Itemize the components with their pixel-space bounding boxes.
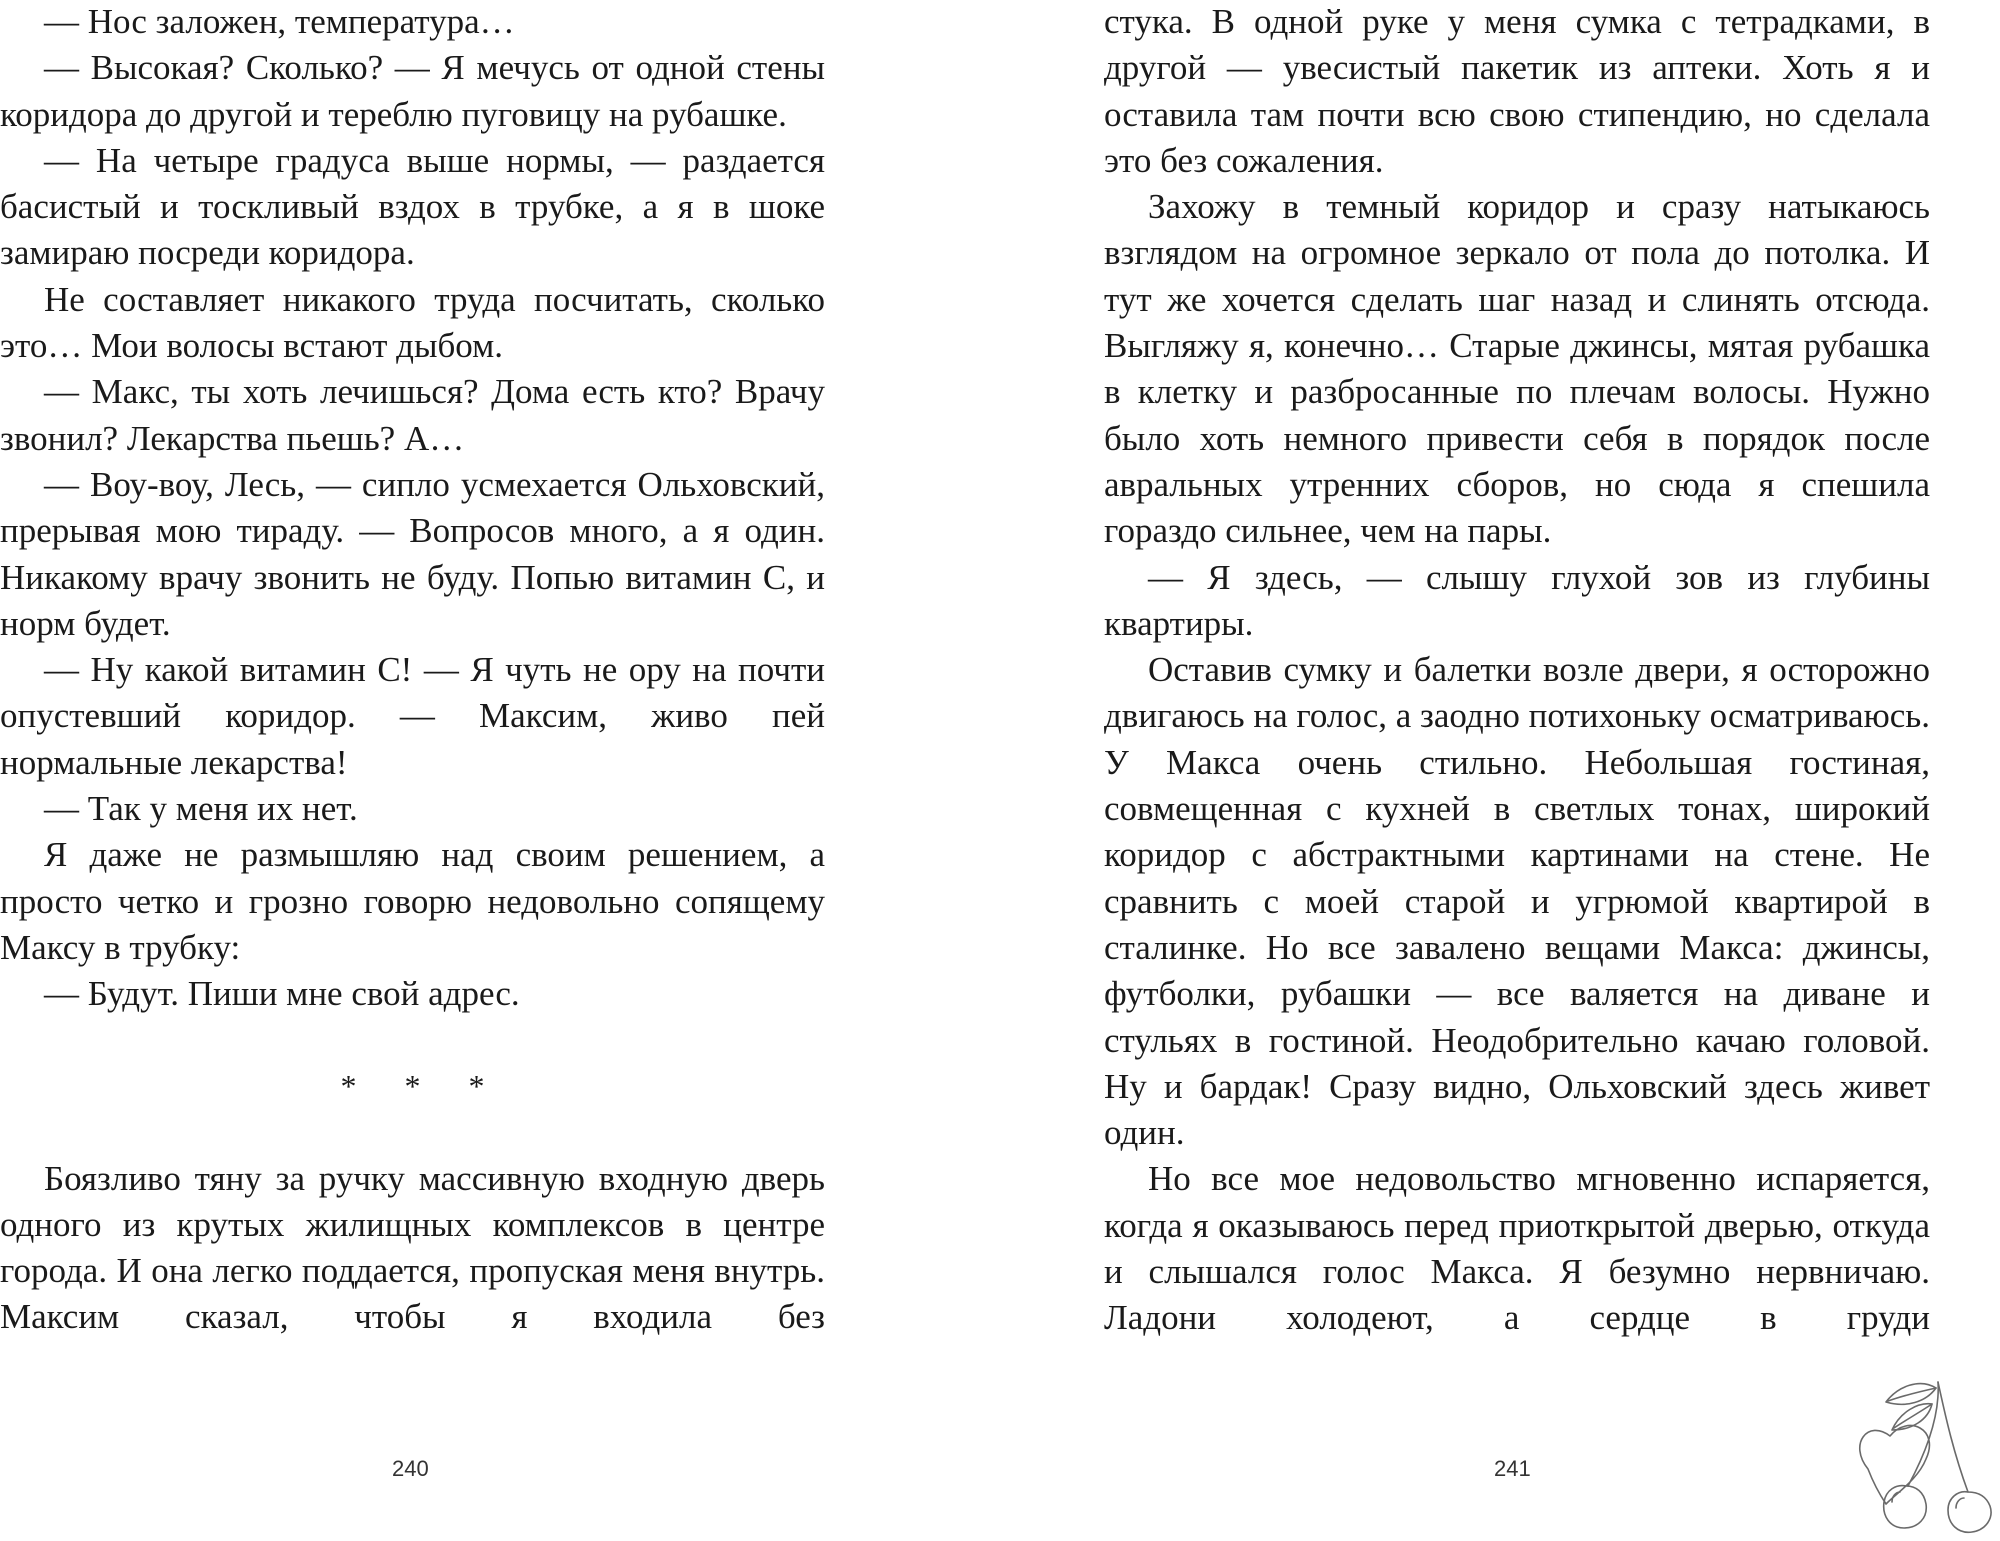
page-number: 241 <box>1494 1456 1531 1481</box>
paragraph: Захожу в темный коридор и сразу натыкаюсь взглядом на огромное зеркало от пола до потолка. И тут же хочется сделать шаг назад и слинять отсюда. Выгляжу я, конечно… Старые джинсы, мятая рубашка в клетку и разбросанные по плечам волосы. Нужно было хоть немного привести себя в порядок после авральных утренних сборов, но сюда я спешила гораздо сильнее, чем на пары. <box>1104 187 1930 551</box>
right-page <box>1104 0 1930 1541</box>
paragraph: — Воу-воу, Лесь, — сипло усмехается Ольховский, прерывая мою тираду. — Вопросов много, а я один. Никакому врачу звонить не буду. Попью витамин С, и норм будет. <box>0 464 825 643</box>
cherry-heart-icon <box>1828 1374 2000 1541</box>
paragraph: — Так у меня их нет. <box>44 789 358 829</box>
paragraph: — Нос заложен, температура… <box>44 2 515 41</box>
paragraph: Но все мое недовольство мгновенно испаряется, когда я оказываюсь перед приоткрытой дверью, откуда и слышался голос Макса. Я безумно нервничаю. Ладони холодеют, а сердце в груди <box>1104 1159 1930 1338</box>
paragraph: — Я здесь, — слышу глухой зов из глубины квартиры. <box>1104 557 1930 643</box>
paragraph: — Макс, ты хоть лечишься? Дома есть кто? Врачу звонил? Лекарства пьешь? А… <box>0 372 825 458</box>
page-number: 240 <box>392 1456 429 1481</box>
left-page <box>0 0 825 1541</box>
paragraph: стука. В одной руке у меня сумка с тетрадками, в другой — увесистый пакетик из аптеки. Хоть я и оставила там почти всю свою стипендию, но сделала это без сожаления. <box>1104 2 1930 180</box>
paragraph: — Ну какой витамин С! — Я чуть не ору на почти опустевший коридор. — Максим, живо пей нормальные лекарства! <box>0 650 825 782</box>
paragraph: — На четыре градуса выше нормы, — раздается басистый и тоскливый вздох в трубке, а я в шоке замираю посреди коридора. <box>0 140 825 273</box>
paragraph: — Будут. Пиши мне свой адрес. <box>44 974 520 1014</box>
paragraph: Боязливо тяну за ручку массивную входную дверь одного из крутых жилищных комплексов в центре города. И она легко поддается, пропуская меня внутрь. Максим сказал, чтобы я входила без <box>0 1158 825 1337</box>
right-page-text <box>1104 0 1930 1342</box>
paragraph: Я даже не размышляю над своим решением, а просто четко и грозно говорю недовольно сопящему Максу в трубку: <box>0 835 825 967</box>
paragraph: Оставив сумку и балетки возле двери, я осторожно двигаюсь на голос, а заодно потихоньку осматриваюсь. У Макса очень стильно. Небольшая гостиная, совмещенная с кухней в светлых тонах, широкий коридор с абстрактными картинами на стене. Не сравнить с моей старой и угрюмой квартирой в сталинке. Но все завалено вещами Макса: джинсы, футболки, рубашки — все валяется на диване и стульях в гостиной. Неодобрительно качаю головой. Ну и бардак! Сразу видно, Ольховский здесь живет один. <box>1104 650 1930 1153</box>
left-page-text <box>0 0 825 1341</box>
paragraph: Не составляет никакого труда посчитать, сколько это… Мои волосы встают дыбом. <box>0 279 825 366</box>
section-break: * * * <box>340 1068 505 1105</box>
paragraph: — Высокая? Сколько? — Я мечусь от одной стены коридора до другой и тереблю пуговицу на рубашке. <box>0 48 825 134</box>
